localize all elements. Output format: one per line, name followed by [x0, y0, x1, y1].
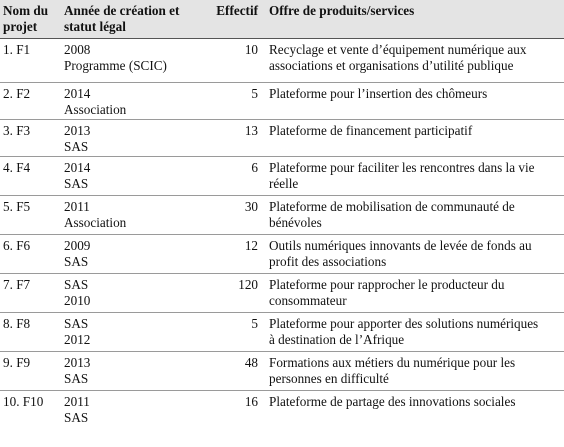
cell-offre: Plateforme pour l’insertion des chômeurs — [261, 82, 564, 119]
table-row — [0, 273, 564, 312]
table-row — [0, 119, 564, 156]
cell-offre: Plateforme pour apporter des solutions numériques à destination de l’Afrique — [261, 312, 564, 351]
cell-effectif: 5 — [198, 82, 261, 119]
header-row — [0, 0, 564, 38]
cell-effectif: 120 — [198, 273, 261, 312]
table-row — [0, 234, 564, 273]
cell-effectif: 5 — [198, 312, 261, 351]
cell-nom: 5. F5 — [0, 195, 61, 234]
cell-effectif: 6 — [198, 156, 261, 195]
cell-offre: Plateforme de partage des innovations sociales — [269, 393, 516, 409]
cell-annee: 2014 Association — [61, 82, 198, 119]
header-annee-statut: Année de création et statut légal — [61, 0, 198, 38]
cell-effectif: 48 — [198, 351, 261, 390]
cell-nom: 3. F3 — [0, 119, 61, 156]
cell-nom: 10. F10 — [3, 393, 44, 409]
table-row — [0, 390, 564, 429]
cell-annee: 2009 SAS — [61, 234, 198, 273]
cell-effectif: 13 — [198, 119, 261, 156]
table-row — [0, 351, 564, 390]
cell-offre: Plateforme pour faciliter les rencontres dans la vie réelle — [261, 156, 564, 195]
cell-offre: Outils numériques innovants de levée de fonds au profit des associations — [261, 234, 564, 273]
cell-effectif: 16 — [244, 393, 258, 409]
cell-annee: 2011 SAS — [64, 393, 90, 425]
cell-offre: Plateforme pour rapprocher le producteur du consommateur — [261, 273, 564, 312]
cell-nom: 7. F7 — [0, 273, 61, 312]
table-row — [0, 156, 564, 195]
cell-effectif: 10 — [198, 38, 261, 82]
cell-nom: 8. F8 — [0, 312, 61, 351]
cell-effectif: 12 — [198, 234, 261, 273]
cell-annee: SAS 2010 — [61, 273, 198, 312]
header-nom-projet: Nom du projet — [0, 0, 61, 38]
cell-offre: Formations aux métiers du numérique pour les personnes en difficulté — [261, 351, 564, 390]
cell-annee: 2013 SAS — [61, 351, 198, 390]
cell-annee: 2011 Association — [61, 195, 198, 234]
table-row — [0, 195, 564, 234]
cell-annee: 2013 SAS — [61, 119, 198, 156]
cell-effectif: 30 — [198, 195, 261, 234]
table-body — [0, 38, 564, 429]
cell-nom: 9. F9 — [0, 351, 61, 390]
cell-annee: 2008 Programme (SCIC) — [61, 38, 198, 82]
cell-annee: 2014 SAS — [61, 156, 198, 195]
table-row — [0, 82, 564, 119]
cell-nom: 6. F6 — [0, 234, 61, 273]
table-header — [0, 0, 564, 38]
cell-nom: 2. F2 — [0, 82, 61, 119]
header-offre: Offre de produits/services — [261, 0, 564, 38]
cell-offre: Plateforme de financement participatif — [261, 119, 564, 156]
cell-nom: 4. F4 — [0, 156, 61, 195]
cell-annee: SAS 2012 — [61, 312, 198, 351]
cell-offre: Plateforme de mobilisation de communauté de bénévoles — [261, 195, 564, 234]
cell-offre: Recyclage et vente d’équipement numérique aux associations et organisations d’utilité publique — [261, 38, 564, 82]
header-effectif: Effectif — [198, 0, 261, 38]
table-row — [0, 38, 564, 82]
table-row — [0, 312, 564, 351]
cell-nom: 1. F1 — [0, 38, 61, 82]
